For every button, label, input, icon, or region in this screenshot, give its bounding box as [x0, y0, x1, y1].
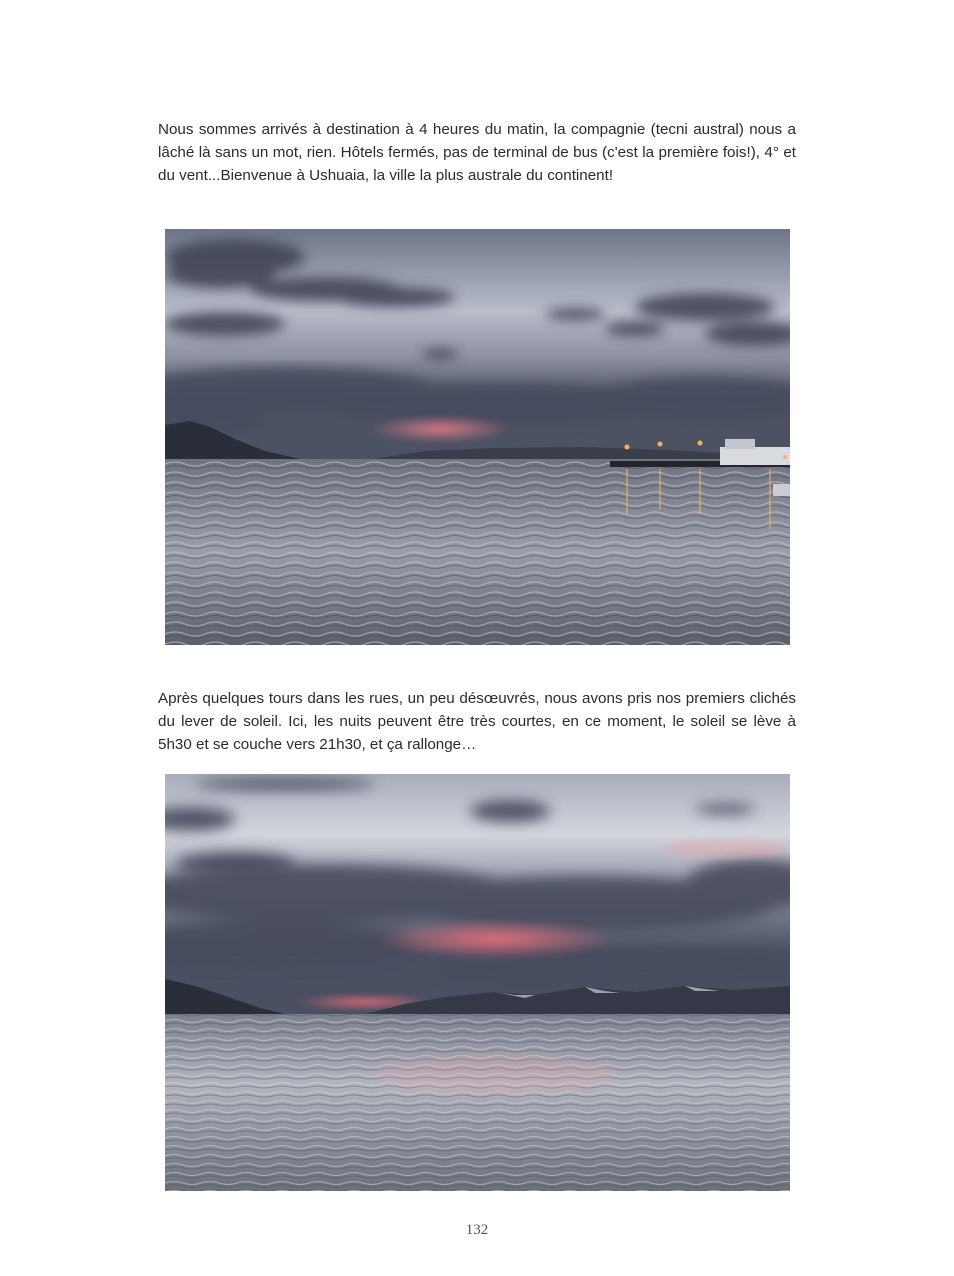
page-number: 132: [465, 1222, 489, 1238]
photo-harbor-dawn: [165, 229, 790, 645]
paragraph-sunrise: Après quelques tours dans les rues, un peu désœuvrés, nous avons pris nos premiers clichés du lever de soleil. Ici, les nuits peuvent être très courtes, en ce moment, le soleil se lève à 5h30 et se couche vers 21h30, et ça rallonge…: [158, 690, 796, 754]
photo-sunrise-channel: [165, 774, 790, 1191]
paragraph-arrival: Nous sommes arrivés à destination à 4 heures du matin, la compagnie (tecni austral) nous a lâché là sans un mot, rien. Hôtels fermés, pas de terminal de bus (c'est la première fois!), 4° et du vent...Bienvenue à Ushuaia, la ville la plus australe du continent!: [158, 121, 796, 185]
